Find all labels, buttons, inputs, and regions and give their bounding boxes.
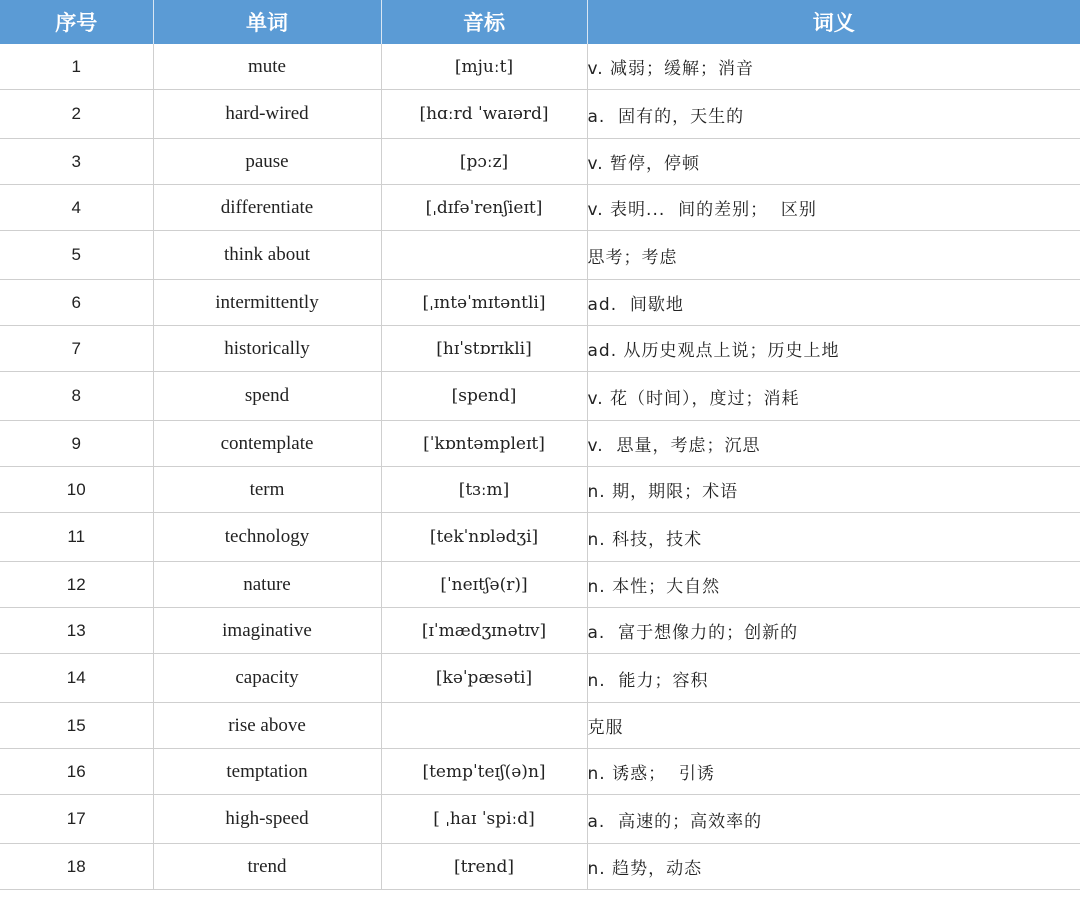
table-row bbox=[0, 749, 1080, 795]
cell-phonetic: [pɔːz] bbox=[381, 139, 587, 185]
cell-meaning: ad. 间歇地 bbox=[587, 280, 1080, 326]
cell-number: 2 bbox=[0, 90, 153, 139]
table-row bbox=[0, 326, 1080, 372]
cell-meaning: n. 科技，技术 bbox=[587, 513, 1080, 562]
cell-word: pause bbox=[153, 139, 381, 185]
header-row bbox=[0, 0, 1080, 44]
table-row bbox=[0, 372, 1080, 421]
table-row bbox=[0, 562, 1080, 608]
header-meaning: 词义 bbox=[587, 0, 1080, 44]
cell-word: trend bbox=[153, 844, 381, 890]
cell-meaning: 克服 bbox=[587, 703, 1080, 749]
cell-phonetic bbox=[381, 703, 587, 749]
cell-number: 16 bbox=[0, 749, 153, 795]
cell-number: 10 bbox=[0, 467, 153, 513]
cell-meaning: a. 富于想像力的；创新的 bbox=[587, 608, 1080, 654]
cell-phonetic: [hɑːrd ˈwaɪərd] bbox=[381, 90, 587, 139]
cell-word: mute bbox=[153, 44, 381, 90]
cell-number: 7 bbox=[0, 326, 153, 372]
cell-phonetic: [ɪˈmædʒɪnətɪv] bbox=[381, 608, 587, 654]
table-body bbox=[0, 44, 1080, 890]
cell-number: 3 bbox=[0, 139, 153, 185]
table-row bbox=[0, 654, 1080, 703]
cell-meaning: n. 能力；容积 bbox=[587, 654, 1080, 703]
cell-number: 1 bbox=[0, 44, 153, 90]
cell-number: 8 bbox=[0, 372, 153, 421]
cell-number: 11 bbox=[0, 513, 153, 562]
table-row bbox=[0, 467, 1080, 513]
cell-word: spend bbox=[153, 372, 381, 421]
cell-meaning: n. 期，期限；术语 bbox=[587, 467, 1080, 513]
cell-phonetic: [spend] bbox=[381, 372, 587, 421]
table-row bbox=[0, 513, 1080, 562]
cell-word: intermittently bbox=[153, 280, 381, 326]
cell-number: 4 bbox=[0, 185, 153, 231]
cell-phonetic: [ˈkɒntəmpleɪt] bbox=[381, 421, 587, 467]
cell-meaning: ad. 从历史观点上说；历史上地 bbox=[587, 326, 1080, 372]
cell-meaning: v. 暂停，停顿 bbox=[587, 139, 1080, 185]
cell-word: imaginative bbox=[153, 608, 381, 654]
table-row bbox=[0, 703, 1080, 749]
cell-word: differentiate bbox=[153, 185, 381, 231]
cell-word: temptation bbox=[153, 749, 381, 795]
cell-meaning: a. 高速的；高效率的 bbox=[587, 795, 1080, 844]
cell-meaning: v. 减弱；缓解；消音 bbox=[587, 44, 1080, 90]
cell-number: 18 bbox=[0, 844, 153, 890]
cell-phonetic: [trend] bbox=[381, 844, 587, 890]
cell-meaning: a. 固有的，天生的 bbox=[587, 90, 1080, 139]
cell-phonetic: [hɪˈstɒrɪkli] bbox=[381, 326, 587, 372]
table-row bbox=[0, 44, 1080, 90]
cell-meaning: v. 花（时间），度过；消耗 bbox=[587, 372, 1080, 421]
cell-word: think about bbox=[153, 231, 381, 280]
cell-phonetic: [mjuːt] bbox=[381, 44, 587, 90]
cell-number: 14 bbox=[0, 654, 153, 703]
table-row bbox=[0, 185, 1080, 231]
cell-word: term bbox=[153, 467, 381, 513]
cell-number: 6 bbox=[0, 280, 153, 326]
cell-phonetic: [ˈneɪtʃə(r)] bbox=[381, 562, 587, 608]
cell-number: 13 bbox=[0, 608, 153, 654]
cell-word: capacity bbox=[153, 654, 381, 703]
cell-meaning: n. 本性；大自然 bbox=[587, 562, 1080, 608]
cell-word: contemplate bbox=[153, 421, 381, 467]
cell-number: 5 bbox=[0, 231, 153, 280]
table-row bbox=[0, 231, 1080, 280]
cell-phonetic: [ˌɪntəˈmɪtəntli] bbox=[381, 280, 587, 326]
cell-phonetic: [ˌdɪfəˈrenʃieɪt] bbox=[381, 185, 587, 231]
cell-word: high-speed bbox=[153, 795, 381, 844]
table-row bbox=[0, 90, 1080, 139]
cell-phonetic bbox=[381, 231, 587, 280]
header-number: 序号 bbox=[0, 0, 153, 44]
cell-phonetic: [ ˌhaɪ ˈspiːd] bbox=[381, 795, 587, 844]
table-row bbox=[0, 844, 1080, 890]
cell-number: 17 bbox=[0, 795, 153, 844]
cell-phonetic: [tekˈnɒlədʒi] bbox=[381, 513, 587, 562]
table-row bbox=[0, 608, 1080, 654]
table-row bbox=[0, 139, 1080, 185]
cell-meaning: n. 诱惑； 引诱 bbox=[587, 749, 1080, 795]
cell-number: 12 bbox=[0, 562, 153, 608]
cell-meaning: v. 表明... 间的差别； 区别 bbox=[587, 185, 1080, 231]
table-row bbox=[0, 795, 1080, 844]
cell-word: nature bbox=[153, 562, 381, 608]
cell-phonetic: [tempˈteɪʃ(ə)n] bbox=[381, 749, 587, 795]
cell-meaning: n. 趋势，动态 bbox=[587, 844, 1080, 890]
header-word: 单词 bbox=[153, 0, 381, 44]
table-row bbox=[0, 280, 1080, 326]
cell-phonetic: [kəˈpæsəti] bbox=[381, 654, 587, 703]
cell-phonetic: [tɜːm] bbox=[381, 467, 587, 513]
cell-word: rise above bbox=[153, 703, 381, 749]
table-row bbox=[0, 421, 1080, 467]
cell-meaning: v. 思量，考虑；沉思 bbox=[587, 421, 1080, 467]
cell-word: historically bbox=[153, 326, 381, 372]
cell-number: 9 bbox=[0, 421, 153, 467]
header-phonetic: 音标 bbox=[381, 0, 587, 44]
cell-word: hard-wired bbox=[153, 90, 381, 139]
cell-word: technology bbox=[153, 513, 381, 562]
table-header bbox=[0, 0, 1080, 44]
cell-number: 15 bbox=[0, 703, 153, 749]
cell-meaning: 思考；考虑 bbox=[587, 231, 1080, 280]
